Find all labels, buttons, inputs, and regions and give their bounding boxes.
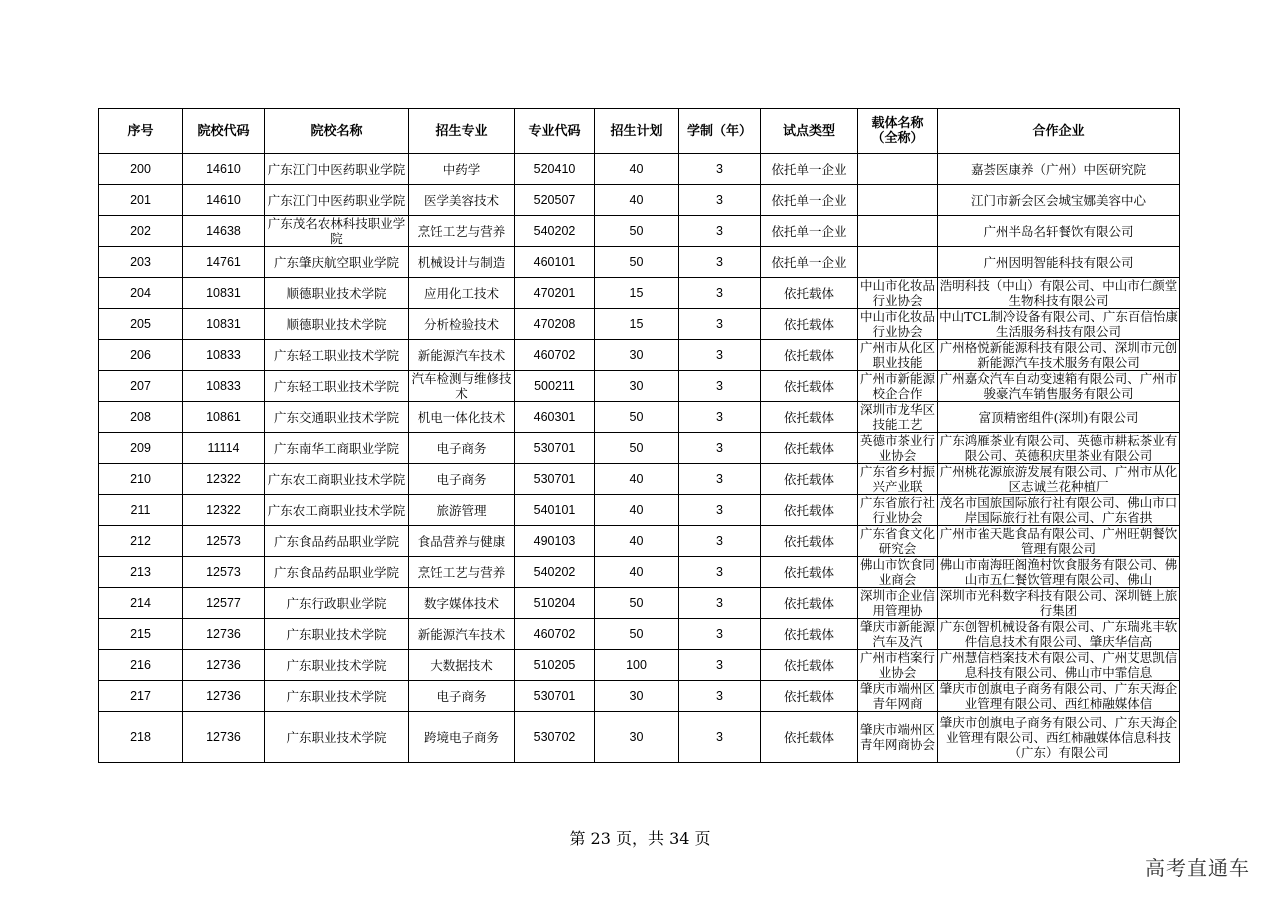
header-partners: 合作企业 <box>938 109 1180 154</box>
watermark-logo: 高考直通车 <box>1145 856 1250 880</box>
cell-carrier: 广东省旅行社行业协会 <box>858 495 938 526</box>
cell-pilot-type: 依托载体 <box>761 712 858 763</box>
cell-partners: 广东鸿雁茶业有限公司、英德市耕耘茶业有限公司、英德积庆里茶业有限公司 <box>938 433 1180 464</box>
table-row <box>99 154 1180 185</box>
cell-duration: 3 <box>679 464 761 495</box>
cell-duration: 3 <box>679 154 761 185</box>
cell-carrier: 中山市化妆品行业协会 <box>858 309 938 340</box>
cell-seq: 204 <box>99 278 183 309</box>
cell-carrier: 广东省乡村振兴产业联 <box>858 464 938 495</box>
table-row <box>99 681 1180 712</box>
cell-school-code: 12736 <box>183 650 265 681</box>
cell-major-code: 540101 <box>515 495 595 526</box>
cell-duration: 3 <box>679 433 761 464</box>
cell-school-code: 14638 <box>183 216 265 247</box>
cell-school-name: 广东职业技术学院 <box>265 712 409 763</box>
cell-school-name: 广东食品药品职业学院 <box>265 526 409 557</box>
cell-major: 烹饪工艺与营养 <box>409 216 515 247</box>
cell-carrier: 佛山市饮食同业商会 <box>858 557 938 588</box>
cell-pilot-type: 依托载体 <box>761 588 858 619</box>
cell-major-code: 540202 <box>515 216 595 247</box>
cell-plan: 40 <box>595 526 679 557</box>
cell-partners: 佛山市南海旺阁渔村饮食服务有限公司、佛山市五仁餐饮管理有限公司、佛山 <box>938 557 1180 588</box>
cell-carrier <box>858 216 938 247</box>
cell-partners: 茂名市国旅国际旅行社有限公司、佛山市口岸国际旅行社有限公司、广东省拱 <box>938 495 1180 526</box>
cell-duration: 3 <box>679 185 761 216</box>
cell-school-code: 10861 <box>183 402 265 433</box>
table-row <box>99 619 1180 650</box>
cell-school-name: 广东交通职业技术学院 <box>265 402 409 433</box>
cell-major-code: 510204 <box>515 588 595 619</box>
cell-duration: 3 <box>679 557 761 588</box>
cell-major: 食品营养与健康 <box>409 526 515 557</box>
table-row <box>99 402 1180 433</box>
cell-school-name: 广东食品药品职业学院 <box>265 557 409 588</box>
table-row <box>99 340 1180 371</box>
cell-major: 烹饪工艺与营养 <box>409 557 515 588</box>
cell-partners: 深圳市光科数字科技有限公司、深圳链上旅行集团 <box>938 588 1180 619</box>
cell-school-code: 12322 <box>183 464 265 495</box>
cell-duration: 3 <box>679 619 761 650</box>
table-row <box>99 712 1180 763</box>
cell-major-code: 470208 <box>515 309 595 340</box>
cell-duration: 3 <box>679 588 761 619</box>
table-row <box>99 464 1180 495</box>
cell-school-name: 广东江门中医药职业学院 <box>265 185 409 216</box>
cell-major: 数字媒体技术 <box>409 588 515 619</box>
cell-school-name: 广东江门中医药职业学院 <box>265 154 409 185</box>
cell-seq: 203 <box>99 247 183 278</box>
cell-major: 新能源汽车技术 <box>409 340 515 371</box>
header-duration: 学制（年） <box>679 109 761 154</box>
cell-school-code: 12736 <box>183 681 265 712</box>
cell-carrier: 深圳市企业信用管理协 <box>858 588 938 619</box>
table-row <box>99 433 1180 464</box>
cell-major-code: 460702 <box>515 340 595 371</box>
cell-seq: 216 <box>99 650 183 681</box>
cell-pilot-type: 依托单一企业 <box>761 185 858 216</box>
cell-partners: 肇庆市创旗电子商务有限公司、广东天海企业管理有限公司、西红柿融媒体信息科技（广东）有限公司 <box>938 712 1180 763</box>
table-row <box>99 247 1180 278</box>
cell-major-code: 540202 <box>515 557 595 588</box>
cell-major: 电子商务 <box>409 681 515 712</box>
cell-school-name: 广东农工商职业技术学院 <box>265 464 409 495</box>
cell-pilot-type: 依托载体 <box>761 309 858 340</box>
cell-major-code: 470201 <box>515 278 595 309</box>
cell-plan: 40 <box>595 464 679 495</box>
cell-school-code: 12577 <box>183 588 265 619</box>
cell-school-name: 广东轻工职业技术学院 <box>265 340 409 371</box>
cell-major: 中药学 <box>409 154 515 185</box>
cell-plan: 15 <box>595 309 679 340</box>
cell-plan: 15 <box>595 278 679 309</box>
header-school-name: 院校名称 <box>265 109 409 154</box>
cell-school-code: 14610 <box>183 185 265 216</box>
table-row <box>99 526 1180 557</box>
cell-seq: 213 <box>99 557 183 588</box>
cell-school-name: 广东行政职业学院 <box>265 588 409 619</box>
cell-major: 跨境电子商务 <box>409 712 515 763</box>
cell-pilot-type: 依托单一企业 <box>761 154 858 185</box>
cell-seq: 214 <box>99 588 183 619</box>
cell-school-code: 10833 <box>183 340 265 371</box>
cell-carrier: 深圳市龙华区技能工艺 <box>858 402 938 433</box>
cell-carrier: 广州市从化区职业技能 <box>858 340 938 371</box>
cell-plan: 40 <box>595 495 679 526</box>
cell-seq: 201 <box>99 185 183 216</box>
cell-duration: 3 <box>679 681 761 712</box>
cell-school-code: 14761 <box>183 247 265 278</box>
cell-major-code: 530702 <box>515 712 595 763</box>
cell-school-code: 12573 <box>183 557 265 588</box>
cell-carrier: 英德市茶业行业协会 <box>858 433 938 464</box>
cell-duration: 3 <box>679 340 761 371</box>
header-seq: 序号 <box>99 109 183 154</box>
cell-plan: 40 <box>595 185 679 216</box>
table-row <box>99 371 1180 402</box>
cell-pilot-type: 依托载体 <box>761 650 858 681</box>
cell-duration: 3 <box>679 526 761 557</box>
cell-school-code: 10831 <box>183 309 265 340</box>
cell-major: 分析检验技术 <box>409 309 515 340</box>
table-row <box>99 557 1180 588</box>
cell-major-code: 460101 <box>515 247 595 278</box>
cell-partners: 广东创智机械设备有限公司、广东瑞兆丰软件信息技术有限公司、肇庆华信高 <box>938 619 1180 650</box>
cell-partners: 广州因明智能科技有限公司 <box>938 247 1180 278</box>
cell-carrier: 肇庆市新能源汽车及汽 <box>858 619 938 650</box>
cell-school-name: 广东职业技术学院 <box>265 619 409 650</box>
cell-seq: 200 <box>99 154 183 185</box>
cell-pilot-type: 依托载体 <box>761 495 858 526</box>
cell-school-code: 10833 <box>183 371 265 402</box>
cell-carrier: 广州市新能源校企合作 <box>858 371 938 402</box>
cell-pilot-type: 依托载体 <box>761 433 858 464</box>
cell-seq: 206 <box>99 340 183 371</box>
cell-major-code: 500211 <box>515 371 595 402</box>
cell-partners: 广州慧信档案技术有限公司、广州艾思凯信息科技有限公司、佛山市中霏信息 <box>938 650 1180 681</box>
cell-school-name: 广东农工商职业技术学院 <box>265 495 409 526</box>
cell-seq: 209 <box>99 433 183 464</box>
cell-pilot-type: 依托载体 <box>761 464 858 495</box>
table-row <box>99 216 1180 247</box>
cell-duration: 3 <box>679 309 761 340</box>
cell-seq: 212 <box>99 526 183 557</box>
cell-plan: 50 <box>595 247 679 278</box>
cell-carrier <box>858 247 938 278</box>
cell-carrier: 肇庆市端州区青年网商协会 <box>858 712 938 763</box>
header-carrier: 载体名称（全称） <box>858 109 938 154</box>
cell-seq: 217 <box>99 681 183 712</box>
cell-partners: 中山TCL制冷设备有限公司、广东百信怡康生活服务科技有限公司 <box>939 309 1178 339</box>
cell-partners: 广州半岛名轩餐饮有限公司 <box>938 216 1180 247</box>
cell-school-code: 14610 <box>183 154 265 185</box>
cell-major-code: 490103 <box>515 526 595 557</box>
cell-partners: 浩明科技（中山）有限公司、中山市仁颜堂生物科技有限公司 <box>938 278 1180 309</box>
table-row <box>99 588 1180 619</box>
cell-partners: 肇庆市创旗电子商务有限公司、广东天海企业管理有限公司、西红柿融媒体信 <box>938 681 1180 712</box>
cell-pilot-type: 依托单一企业 <box>761 247 858 278</box>
cell-plan: 40 <box>595 557 679 588</box>
cell-school-code: 12736 <box>183 712 265 763</box>
cell-duration: 3 <box>679 216 761 247</box>
cell-seq: 202 <box>99 216 183 247</box>
cell-partners: 广州市雀天匙食品有限公司、广州旺朝餐饮管理有限公司 <box>938 526 1180 557</box>
header-plan: 招生计划 <box>595 109 679 154</box>
cell-duration: 3 <box>679 278 761 309</box>
cell-partners: 广州嘉众汽车自动变速箱有限公司、广州市骏豪汽车销售服务有限公司 <box>938 371 1180 402</box>
cell-major-code: 460301 <box>515 402 595 433</box>
cell-plan: 50 <box>595 588 679 619</box>
cell-seq: 205 <box>99 309 183 340</box>
table-row <box>99 495 1180 526</box>
cell-carrier: 广州市档案行业协会 <box>858 650 938 681</box>
cell-major-code: 530701 <box>515 433 595 464</box>
cell-major-code: 510205 <box>515 650 595 681</box>
cell-major: 新能源汽车技术 <box>409 619 515 650</box>
cell-partners: 广州桃花源旅游发展有限公司、广州市从化区志诚兰花种植厂 <box>938 464 1180 495</box>
cell-school-code: 12736 <box>183 619 265 650</box>
cell-plan: 50 <box>595 433 679 464</box>
cell-school-name: 广东职业技术学院 <box>265 681 409 712</box>
cell-seq: 215 <box>99 619 183 650</box>
cell-plan: 30 <box>595 371 679 402</box>
header-pilot-type: 试点类型 <box>761 109 858 154</box>
cell-major: 汽车检测与维修技术 <box>409 371 515 402</box>
cell-seq: 211 <box>99 495 183 526</box>
cell-school-code: 10831 <box>183 278 265 309</box>
cell-school-code: 12322 <box>183 495 265 526</box>
cell-plan: 30 <box>595 681 679 712</box>
cell-school-name: 顺德职业技术学院 <box>265 309 409 340</box>
cell-major-code: 520507 <box>515 185 595 216</box>
table-row <box>99 650 1180 681</box>
cell-seq: 218 <box>99 712 183 763</box>
cell-partners: 江门市新会区会城宝娜美容中心 <box>938 185 1180 216</box>
header-major: 招生专业 <box>409 109 515 154</box>
cell-carrier <box>858 154 938 185</box>
cell-plan: 30 <box>595 712 679 763</box>
cell-pilot-type: 依托载体 <box>761 278 858 309</box>
cell-major: 应用化工技术 <box>409 278 515 309</box>
cell-school-name: 广东南华工商职业学院 <box>265 433 409 464</box>
cell-pilot-type: 依托载体 <box>761 402 858 433</box>
table-header-row <box>99 109 1180 154</box>
cell-school-code: 12573 <box>183 526 265 557</box>
cell-school-name: 广东轻工职业技术学院 <box>265 371 409 402</box>
cell-school-name: 广东肇庆航空职业学院 <box>265 247 409 278</box>
cell-pilot-type: 依托载体 <box>761 619 858 650</box>
cell-plan: 50 <box>595 619 679 650</box>
cell-plan: 100 <box>595 650 679 681</box>
table-row <box>99 185 1180 216</box>
cell-seq: 210 <box>99 464 183 495</box>
cell-pilot-type: 依托载体 <box>761 340 858 371</box>
cell-major-code: 530701 <box>515 464 595 495</box>
cell-school-name: 顺德职业技术学院 <box>265 278 409 309</box>
cell-partners: 广州格悦新能源科技有限公司、深圳市元创新能源汽车技术服务有限公司 <box>938 340 1180 371</box>
cell-duration: 3 <box>679 712 761 763</box>
cell-seq: 207 <box>99 371 183 402</box>
table-row <box>99 309 1180 340</box>
cell-major-code: 520410 <box>515 154 595 185</box>
page-number: 第 23 页，共 34 页 <box>569 829 711 848</box>
cell-plan: 50 <box>595 402 679 433</box>
cell-duration: 3 <box>679 495 761 526</box>
cell-major-code: 460702 <box>515 619 595 650</box>
header-school-code: 院校代码 <box>183 109 265 154</box>
cell-carrier: 肇庆市端州区青年网商 <box>858 681 938 712</box>
cell-pilot-type: 依托载体 <box>761 371 858 402</box>
cell-pilot-type: 依托载体 <box>761 681 858 712</box>
table-row <box>99 278 1180 309</box>
cell-major-code: 530701 <box>515 681 595 712</box>
cell-major: 大数据技术 <box>409 650 515 681</box>
cell-major: 机械设计与制造 <box>409 247 515 278</box>
cell-pilot-type: 依托单一企业 <box>761 216 858 247</box>
cell-major: 旅游管理 <box>409 495 515 526</box>
cell-plan: 40 <box>595 154 679 185</box>
cell-major: 电子商务 <box>409 464 515 495</box>
cell-duration: 3 <box>679 402 761 433</box>
cell-seq: 208 <box>99 402 183 433</box>
cell-school-name: 广东职业技术学院 <box>265 650 409 681</box>
cell-major: 医学美容技术 <box>409 185 515 216</box>
cell-school-code: 11114 <box>183 433 265 464</box>
cell-plan: 30 <box>595 340 679 371</box>
cell-carrier <box>858 185 938 216</box>
admission-table <box>98 108 1180 763</box>
cell-duration: 3 <box>679 247 761 278</box>
cell-duration: 3 <box>679 650 761 681</box>
header-major-code: 专业代码 <box>515 109 595 154</box>
cell-pilot-type: 依托载体 <box>761 557 858 588</box>
cell-carrier: 中山市化妆品行业协会 <box>858 278 938 309</box>
cell-duration: 3 <box>679 371 761 402</box>
cell-major: 机电一体化技术 <box>409 402 515 433</box>
cell-partners: 嘉荟医康养（广州）中医研究院 <box>938 154 1180 185</box>
cell-major: 电子商务 <box>409 433 515 464</box>
cell-partners: 富顶精密组件(深圳)有限公司 <box>938 402 1180 433</box>
cell-school-name: 广东茂名农林科技职业学院 <box>265 216 409 247</box>
cell-carrier: 广东省食文化研究会 <box>858 526 938 557</box>
cell-pilot-type: 依托载体 <box>761 526 858 557</box>
cell-plan: 50 <box>595 216 679 247</box>
